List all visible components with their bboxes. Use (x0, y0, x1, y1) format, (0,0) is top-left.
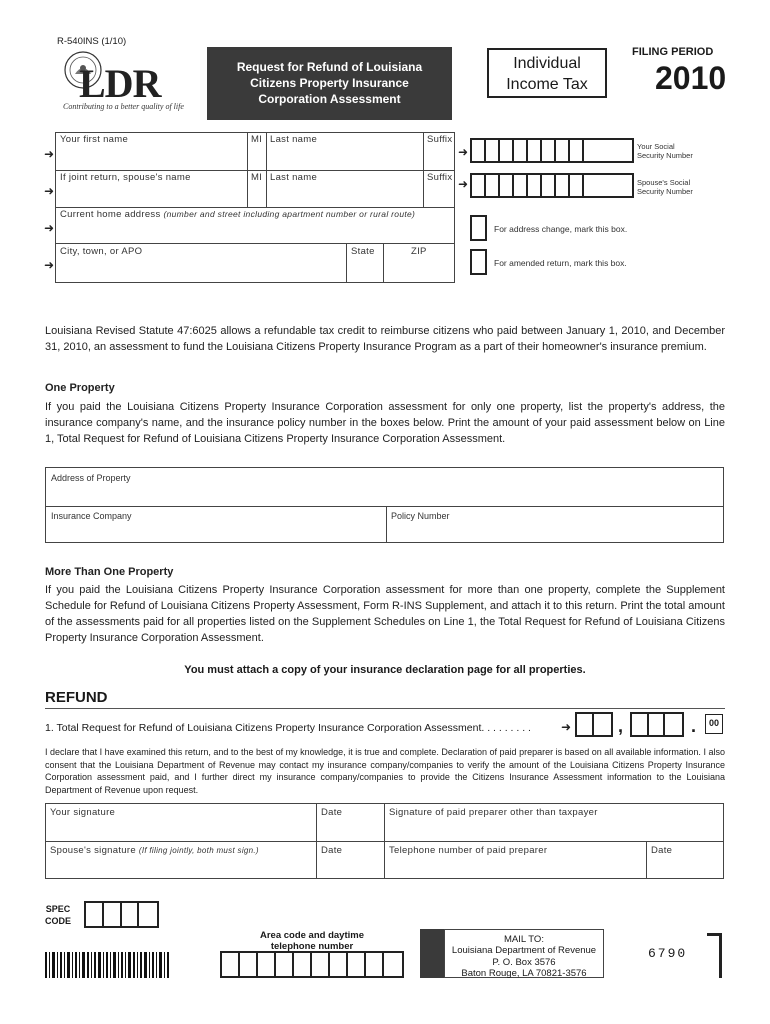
zip-field[interactable]: ZIP (411, 246, 427, 257)
preparer-phone-field[interactable]: Telephone number of paid preparer (389, 845, 548, 856)
arrow-icon: ➜ (44, 147, 55, 161)
title-banner (207, 47, 452, 120)
spouse-name-field[interactable]: If joint return, spouse's name (60, 172, 191, 183)
ssn-label: Your Social Security Number (637, 142, 693, 161)
arrow-icon: ➜ (458, 145, 469, 159)
refund-cents: 00 (705, 714, 723, 734)
spouse-signature-field[interactable] (50, 845, 259, 856)
ldr-logo (57, 48, 207, 120)
refund-thousands-input[interactable] (575, 712, 613, 737)
spouse-ssn-label: Spouse's Social Security Number (637, 178, 693, 197)
mi-field[interactable]: MI (251, 134, 263, 145)
logo-tagline: Contributing to a better quality of life (63, 102, 184, 111)
preparer-signature-field[interactable]: Signature of paid preparer other than taxpayer (389, 807, 598, 818)
phone-input[interactable] (220, 951, 404, 978)
spouse-suffix-field[interactable]: Suffix (427, 172, 453, 183)
mail-to-city: Baton Rouge, LA 70821-3576 (461, 968, 587, 980)
arrow-icon: ➜ (44, 184, 55, 198)
refund-decimal: . (691, 716, 697, 736)
more-property-heading: More Than One Property (45, 566, 174, 578)
arrow-icon: ➜ (561, 720, 572, 734)
property-address-field[interactable]: Address of Property (51, 473, 131, 483)
form-code: R-540INS (1/10) (57, 36, 127, 47)
title-line-2: Citizens Property Insurance (250, 76, 409, 91)
address-note: (number and street including apartment number or rural route) (163, 209, 416, 219)
spec-code-input[interactable] (84, 901, 159, 928)
address-field[interactable] (60, 209, 415, 220)
mail-to-box (444, 929, 604, 978)
spouse-ssn-input[interactable] (470, 173, 634, 198)
arrow-icon: ➜ (458, 177, 469, 191)
state-field[interactable]: State (351, 246, 375, 257)
address-change-label: For address change, mark this box. (494, 224, 628, 234)
spouse-signature-note: (If filing jointly, both must sign.) (138, 846, 259, 855)
ssn-input[interactable] (470, 138, 634, 163)
first-name-field[interactable]: Your first name (60, 134, 129, 145)
intro-paragraph: Louisiana Revised Statute 47:6025 allows a refundable tax credit to reimburse citizens who paid between January 1, 2010, and December 31, 2010, an assessment to fund the Louisiana Citizens Property Insurance Program as a part of their homeowner's insurance premium. (45, 325, 725, 353)
address-label: Current home address (60, 209, 161, 220)
suffix-field[interactable]: Suffix (427, 134, 453, 145)
one-property-text: If you paid the Louisiana Citizens Property Insurance Corporation assessment for only one property, list the property's address, the insurance company's name, and the insurance policy number in the boxes below. Print the amount of your paid assessment below on Line 1, Total Request for Refund of Louisiana Citizens Property Insurance Corporation Assessment. (45, 401, 725, 445)
refund-dollars-input[interactable] (630, 712, 684, 737)
corner-mark (707, 933, 722, 978)
logo-text: LDR (79, 61, 161, 106)
barcode-icon (45, 952, 169, 978)
spouse-last-name-field[interactable]: Last name (270, 172, 318, 183)
title-line-1: Request for Refund of Louisiana (236, 60, 423, 74)
more-property-text: If you paid the Louisiana Citizens Property Insurance Corporation assessment for more than one property, complete the Supplement Schedule for Refund of Louisiana Citizens Property Assessment, Form R-INS Supplement, and attach it to this return. Print the total amount of the assessments paid for all properties listed on the Supplement Schedules on Line 1, the Total Request for Refund of Louisiana Citizens Property Insurance Corporation Assessment. (45, 584, 725, 644)
refund-line-1: 1. Total Request for Refund of Louisiana Citizens Property Insurance Corporation Assessment. . . . . . . . . (45, 722, 531, 734)
spec-code-label: SPEC CODE (45, 904, 72, 927)
filing-period-label: FILING PERIOD (632, 46, 714, 58)
mail-to-label: MAIL TO: (504, 934, 544, 945)
spouse-mi-field[interactable]: MI (251, 172, 263, 183)
policy-number-field[interactable]: Policy Number (391, 511, 450, 521)
mail-to-agency: Louisiana Department of Revenue (451, 945, 597, 957)
preparer-date-field[interactable]: Date (651, 845, 673, 856)
amended-return-label: For amended return, mark this box. (494, 258, 627, 268)
declaration-text: I declare that I have examined this return, and to the best of my knowledge, it is true and complete. Declaration of paid preparer is based on all available information. I also consent that the Louisiana Department of Revenue may contact my insurance company/companies to verify the amount of the Louisiana Citizens Property Insurance Corporation assessment paid, and I further direct my insurance company/companies to provide the Citizens Insurance Assessment information to the Louisiana Department of Revenue upon request. (45, 747, 725, 795)
amended-return-checkbox[interactable] (470, 249, 487, 275)
refund-comma: , (618, 716, 624, 736)
last-name-field[interactable]: Last name (270, 134, 318, 145)
mail-to-pobox: P. O. Box 3576 (492, 956, 556, 968)
refund-heading: REFUND (45, 689, 108, 706)
title-line-3: Corporation Assessment (258, 92, 401, 107)
tax-type-box (487, 48, 607, 98)
property-table (45, 467, 724, 543)
signature-date-field[interactable]: Date (321, 807, 343, 818)
form-number: 6790 (648, 946, 688, 961)
arrow-icon: ➜ (44, 258, 55, 272)
filing-period-year: 2010 (655, 60, 727, 96)
insurance-company-field[interactable]: Insurance Company (51, 511, 132, 521)
address-change-checkbox[interactable] (470, 215, 487, 241)
spouse-date-field[interactable]: Date (321, 845, 343, 856)
phone-label: Area code and daytime telephone number (259, 930, 364, 953)
your-signature-field[interactable]: Your signature (50, 807, 116, 818)
attach-notice: You must attach a copy of your insurance declaration page for all properties. (184, 664, 586, 676)
tax-type-line-1: Individual (513, 55, 581, 72)
arrow-icon: ➜ (44, 221, 55, 235)
city-field[interactable]: City, town, or APO (60, 246, 143, 257)
one-property-heading: One Property (45, 382, 115, 394)
tax-type-line-2: Income Tax (506, 75, 588, 93)
spouse-signature-label: Spouse's signature (50, 845, 136, 856)
